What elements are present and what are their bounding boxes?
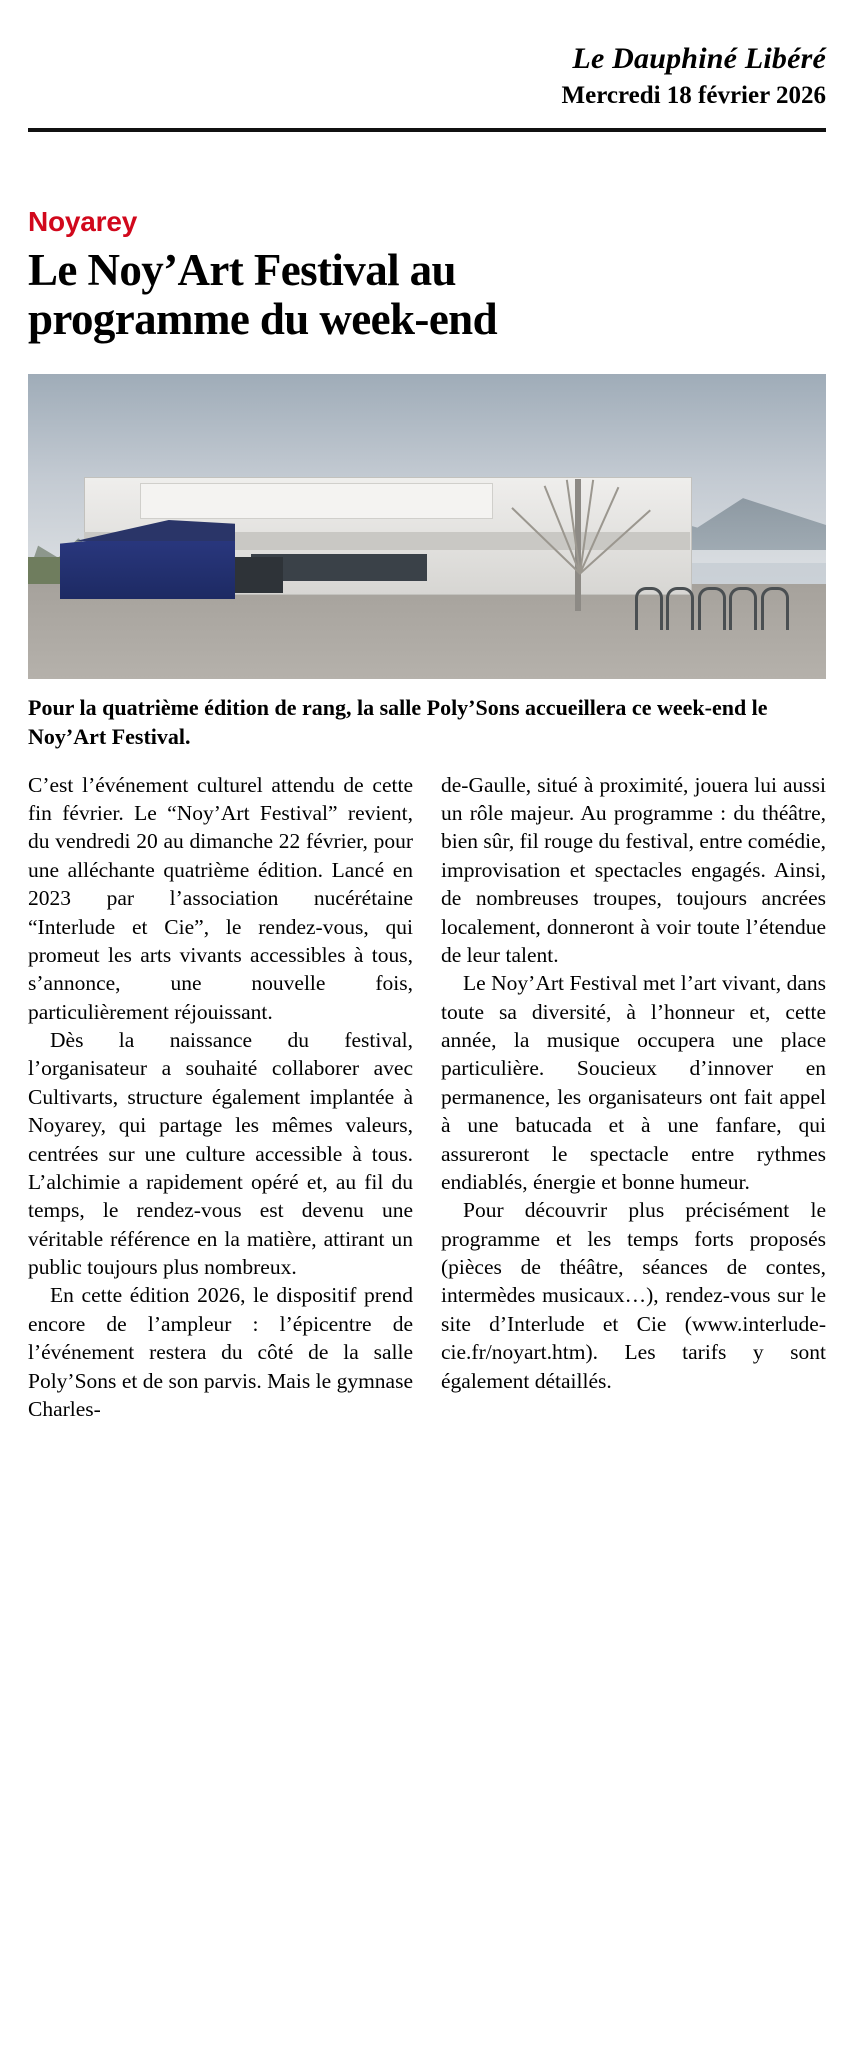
headline-line-1: Le Noy’Art Festival au bbox=[28, 245, 456, 296]
paragraph: C’est l’événement culturel attendu de cette fin février. Le “Noy’Art Festival” revient, du vendredi 20 au dimanche 22 février, pour une alléchante quatrième édition. Lancé en 2023 par l’association nucérétaine “Interlude et Cie”, le rendez-vous, qui promeut les arts vivants accessibles à tous, s’annonce, une nouvelle fois, particulièrement réjouissant. bbox=[28, 772, 413, 1024]
headline-line-2: programme du week-end bbox=[28, 293, 498, 344]
masthead-divider bbox=[28, 128, 826, 132]
tree-branch bbox=[579, 510, 651, 575]
paragraph: Pour découvrir plus précisément le programme et les temps forts proposés (pièces de théâtre, séances de contes, intermèdes musicaux…), rendez-vous sur le site d’Interlude et Cie (www.interlude-cie.fr/noyart.htm). Les tarifs y sont également détaillés. bbox=[441, 1198, 826, 1393]
publication-title: Le Dauphiné Libéré bbox=[572, 42, 826, 75]
article-body bbox=[28, 771, 826, 1424]
paragraph: En cette édition 2026, le dispositif prend encore de l’ampleur : l’épicentre de l’événement restera du côté de la salle Poly’Sons et de son parvis. Mais le gymnase Charles- bbox=[28, 1283, 413, 1421]
building-entrance bbox=[235, 557, 283, 594]
publication-date: Mercredi 18 février 2026 bbox=[561, 81, 826, 109]
bike-rack bbox=[635, 590, 779, 630]
paragraph: Dès la naissance du festival, l’organisateur a souhaité collaborer avec Cultivarts, structure également implantée à Noyarey, qui partage les mêmes valeurs, centrées sur une culture accessible à tous. L’alchimie a rapidement opéré et, au fil du temps, le rendez-vous est devenu une véritable référence en la matière, attirant un public toujours plus nombreux. bbox=[28, 1028, 413, 1280]
article-photo bbox=[28, 374, 826, 679]
column-left bbox=[28, 771, 413, 1424]
article-kicker: Noyarey bbox=[28, 206, 138, 238]
paragraph: de-Gaulle, situé à proximité, jouera lui aussi un rôle majeur. Au programme : du théâtre, bien sûr, fil rouge du festival, entre comédie, improvisation et spectacles engagés. Ainsi, de nombreuses troupes, toujours ancrées localement, donneront à voir toute l’étendue de leur talent. bbox=[441, 772, 826, 967]
photo-caption: Pour la quatrième édition de rang, la salle Poly’Sons accueillera ce week-end le Noy’Art Festival. bbox=[28, 694, 768, 749]
tree-branch bbox=[511, 507, 580, 574]
column-right bbox=[441, 771, 826, 1424]
paragraph: Le Noy’Art Festival met l’art vivant, dans toute sa diversité, à l’honneur et, cette année, la musique occupera une place particulière. Soucieux d’innover en permanence, les organisateurs ont fait appel à une batucada et à une fanfare, qui assureront le spectacle entre rythmes endiablés, énergie et bonne humeur. bbox=[441, 971, 826, 1194]
page-title bbox=[28, 246, 826, 343]
masthead bbox=[28, 0, 826, 132]
building-upper-block bbox=[140, 483, 493, 519]
bare-tree bbox=[491, 422, 667, 611]
